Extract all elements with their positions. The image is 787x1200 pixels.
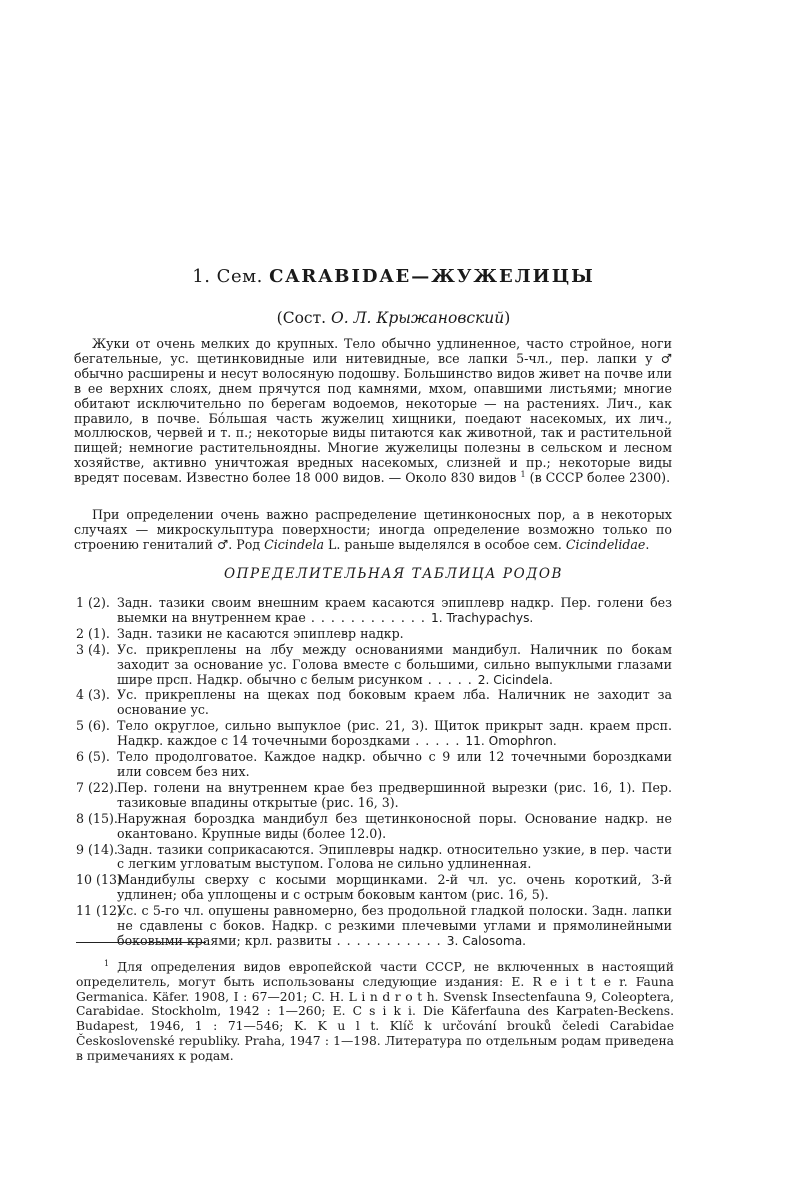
key-entry-text: Пер. голени на внутреннем крае без предвершинной вырезки (рис. 16, 1). Пер. тазиковые впадины открытые (рис. 16, 3).	[117, 779, 672, 810]
key-entry-dots: . . . . .	[410, 733, 466, 749]
key-entry-result: 2. Cicindela.	[477, 672, 553, 687]
key-entry-text: Задн. тазики не касаются эпиплевр надкр.	[117, 625, 404, 641]
intro-paragraph-2-start: При определении очень важно распределение щетинконосных пор, а в некоторых случаях — микроскульптура поверхности; иногда определение возможно только по строению гениталий ♂. Род	[74, 507, 672, 552]
key-entry-number: 4 (3).	[76, 687, 110, 703]
footnote-divider	[76, 942, 206, 943]
intro-family-name: Cicindelidae	[565, 536, 646, 552]
intro-genus-name: Cicindela	[264, 536, 325, 552]
family-number: 1. Сем.	[192, 266, 263, 287]
key-entry	[76, 596, 672, 626]
footnote	[76, 960, 674, 1064]
key-entry-text: Задн. тазики соприкасаются. Эпиплевры надкр. относительно узкие, в пер. части с легким угловатым выступом. Голова не сильно удлиненная.	[117, 841, 672, 872]
key-entry-number: 9 (14).	[76, 841, 118, 857]
key-entry-result: 1. Trachypachys.	[430, 610, 534, 625]
key-entry-text: Наружная бороздка мандибул без щетинконосной поры. Основание надкр. не окантовано. Крупные виды (более 12.0).	[117, 810, 672, 841]
footnote-marker: 1	[104, 958, 110, 968]
key-entry-number: 6 (5).	[76, 749, 110, 765]
intro-paragraph-2	[74, 508, 672, 553]
key-entry-text: Ус. с 5-го чл. опушены равномерно, без продольной гладкой полоски. Задн. лапки не сдавлены с боков. Надкр. с резкими плечевыми углами и прямолинейными боковыми краями; крл. развиты	[117, 903, 672, 948]
key-entry-dots: . . . . . . . . . . .	[331, 932, 447, 948]
key-entry	[76, 781, 672, 811]
key-entry-result: 11. Omophron.	[465, 734, 557, 749]
compiler-prefix: (Сост.	[276, 309, 327, 327]
compiler-suffix: )	[504, 309, 511, 327]
key-entry-text: Тело продолговатое. Каждое надкр. обычно с 9 или 12 точечными бороздками или совсем без них.	[117, 749, 672, 779]
key-entry-number: 5 (6).	[76, 718, 110, 734]
key-entry-text: Задн. тазики своим внешним краем касаются эпиплевр надкр. Пер. голени без выемки на внутреннем крае	[117, 595, 672, 625]
key-entry	[76, 873, 672, 903]
key-entry-text: Мандибулы сверху с косыми морщинками. 2-й чл. ус. очень короткий, 3-й удлинен; оба уплощены и с острым боковым кантом (рис. 16, 5).	[117, 872, 672, 903]
key-entry	[76, 750, 672, 780]
footnote-reference: 1	[520, 469, 526, 479]
intro-paragraph-1	[74, 337, 672, 486]
intro-paragraph-1-end: (в СССР более 2300).	[529, 470, 671, 486]
key-entry	[76, 812, 672, 842]
key-entry-number: 1 (2).	[76, 595, 110, 610]
family-title	[0, 266, 787, 287]
key-entry-text: Тело округлое, сильно выпуклое (рис. 21, 3). Щиток прикрыт задн. краем прсп. Надкр. каждое с 14 точечными бороздками	[117, 718, 672, 749]
key-entry-number: 10 (13).	[76, 872, 126, 888]
genus-key	[76, 596, 672, 950]
key-entry-dots: . . . . . . . . . . . .	[305, 609, 431, 625]
compiler-author: О. Л. Крыжановский	[331, 309, 505, 327]
key-entry-number: 3 (4).	[76, 641, 110, 657]
key-entry	[76, 643, 672, 688]
intro-paragraph-1-text: Жуки от очень мелких до крупных. Тело обычно удлиненное, часто стройное, ноги бегательные, ус. щетинковидные или нитевидные, все лапки 5-чл., пер. лапки у ♂ обычно расширены и несут волосяную подошву. Большинство видов живет на почве или в ее верхних слоях, днем прячутся под камнями, мхом, опавшими листьями; многие обитают исключительно по берегам водоемов, некоторые — на растениях. Лич., как правило, в почве. Бóльшая часть жужелиц хищники, поедают насекомых, их лич., моллюсков, червей и т. п.; некоторые виды питаются как животной, так и растительной пищей; немногие растительноядны. Многие жужелицы полезны в сельском и лесном хозяйстве, активно уничтожая вредных насекомых, слизней и пр.; некоторые виды вредят посевам. Известно более 18 000 видов. — Около 830 видов	[74, 336, 672, 486]
key-heading: ОПРЕДЕЛИТЕЛЬНАЯ ТАБЛИЦА РОДОВ	[223, 566, 564, 582]
key-entry-text: Ус. прикреплены на щеках под боковым краем лба. Наличник не заходит за основание ус.	[117, 687, 672, 718]
key-entry	[76, 843, 672, 873]
key-entry-dots: . . . . .	[422, 671, 478, 687]
compiler-credit	[0, 309, 787, 327]
key-entry	[76, 627, 672, 642]
footnote-text: Для определения видов европейской части СССР, не включенных в настоящий определитель, могут быть использованы следующие издания: E. R e i t t e r. Fauna Germanica. Käfer. 1908, I : 67—201; C. H. L i n d r o t h. Svensk Insectenfauna 9, Coleoptera, Carabidae. Stockholm, 1942 : 1—260; E. C s i k i. Die Käferfauna des Karpaten-Beckens. Budapest, 1946, 1 : 71—546; K. K u l t. Klíč k určování brouků čeledi Carabidae Československé republiky. Praha, 1947 : 1—198. Литература по отдельным родам приведена в примечаниях к родам.	[76, 960, 674, 1063]
key-entry	[76, 719, 672, 749]
key-entry-result: 3. Calosoma.	[446, 933, 527, 948]
key-entry	[76, 688, 672, 718]
key-entry-text: Ус. прикреплены на лбу между основаниями мандибул. Наличник по бокам заходит за основание ус. Голова вместе с большими, сильно выпуклыми глазами шире прсп. Надкр. обычно с белым рисунком	[117, 641, 672, 687]
intro-paragraph-2-end: .	[645, 536, 650, 552]
key-entry-number: 11 (12).	[76, 903, 126, 919]
family-name: CARABIDAE—ЖУЖЕЛИЦЫ	[269, 266, 595, 287]
key-entry-number: 8 (15).	[76, 810, 118, 826]
key-entry-number: 7 (22).	[76, 779, 118, 795]
key-entry-number: 2 (1).	[76, 625, 110, 641]
intro-paragraph-2-mid: L. раньше выделялся в особое сем.	[328, 536, 562, 552]
